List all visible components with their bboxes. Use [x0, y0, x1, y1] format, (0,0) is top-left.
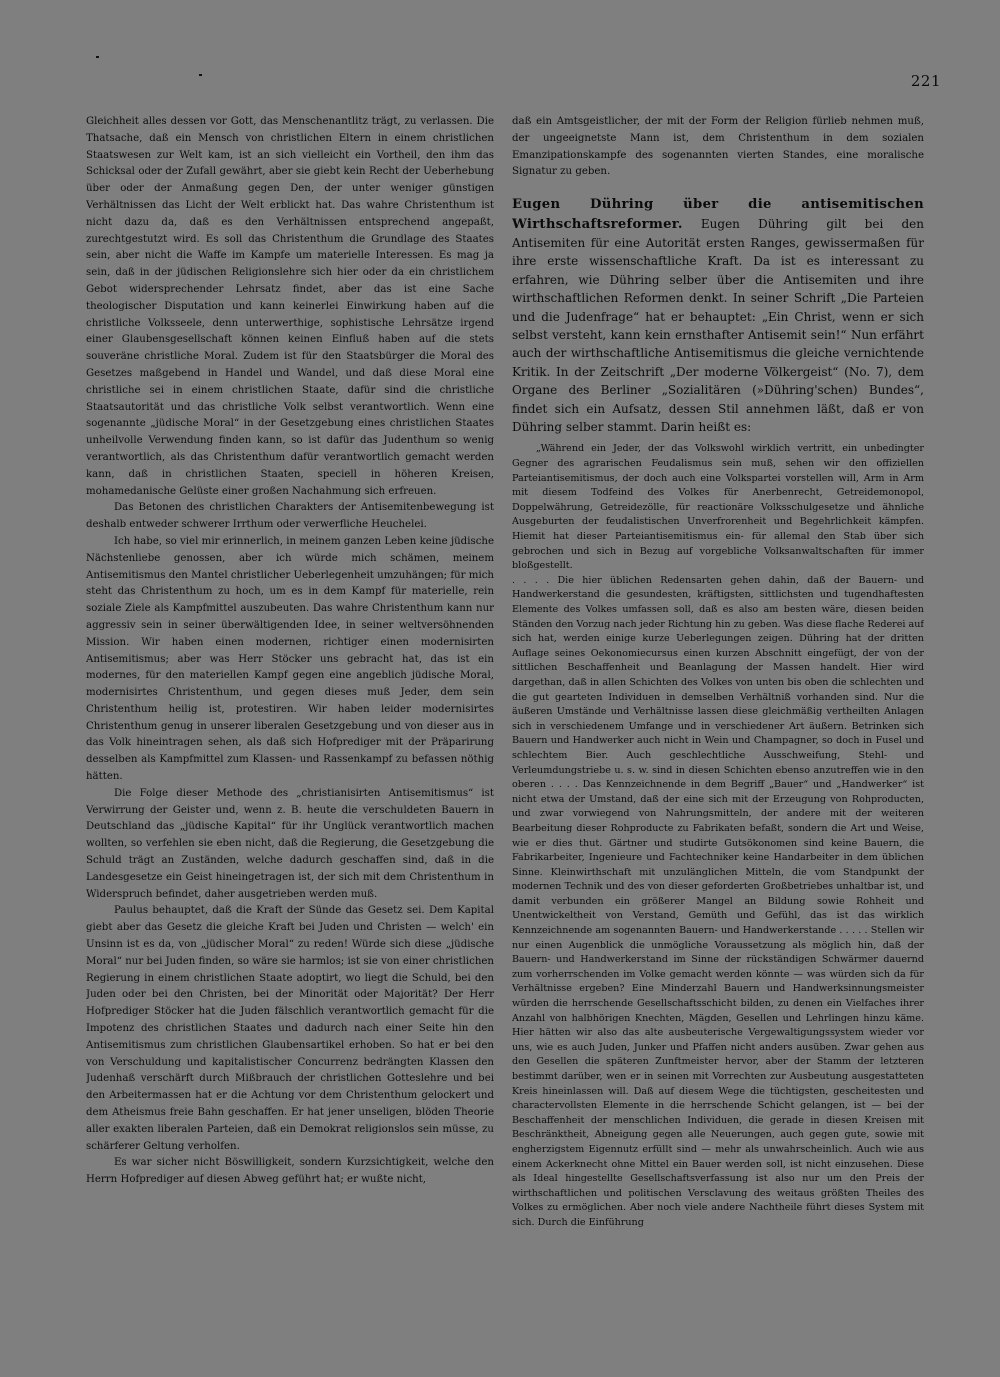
left-paragraph-6: Es war sicher nicht Böswilligkeit, sondern Kurzsichtigkeit, welche den Herrn Hofprediger auf diesen Abweg geführt hat; er wußte nicht,	[86, 1157, 494, 1186]
right-paragraph-1: daß ein Amtsgeistlicher, der mit der Form der Religion fürlieb nehmen muß, der ungeeignetste Mann ist, dem Christenthum in dem sozialen Emanzipationskampfe des sogenannten vierten Standes, eine moralische Signatur zu geben.	[512, 116, 924, 178]
scan-speck	[199, 74, 202, 76]
article-body	[512, 195, 924, 436]
left-column	[86, 114, 494, 1294]
left-paragraph-2: Das Betonen des christlichen Charakters der Antisemitenbewegung ist deshalb entweder schwerer Irrthum oder verwerfliche Heuchelei.	[86, 502, 494, 531]
page-number: 221	[910, 72, 941, 90]
scan-speck	[96, 56, 99, 58]
article-heading: Eugen Dühring über die antisemitischen Wirthschaftsreformer.	[512, 197, 924, 232]
left-paragraph-3: Ich habe, so viel mir erinnerlich, in meinem ganzen Leben keine jüdische Nächstenliebe genossen, aber ich würde mich schämen, meinem Antisemitismus den Mantel christlicher Ueberlegenheit umzuhängen; für mich steht das Christenthum zu hoch, um es in dem Kampf für materielle, rein soziale Ziele als Kampfmittel auszubeuten. Das wahre Christenthum kann nur aggressiv sein in seiner überwältigenden Idee, in seiner weltversöhnenden Mission. Wir haben einen modernen, richtiger einen modernisirten Antisemitismus; aber was Herr Stöcker uns gebracht hat, das ist ein modernes, für den materiellen Kampf gegen eine angeblich jüdische Moral, modernisirtes Christenthum, und gegen dieses muß Jeder, dem sein Christenthum heilig ist, protestiren. Wir haben leider modernisirtes Christenthum genug in unserer liberalen Gesetzgebung und von dieser aus in das Volk hineintragen sehen, als daß sich Hofprediger mit der Präparirung desselben als Kampfmittel zum Klassen- und Rassenkampf zu befassen nöthig hätten.	[86, 535, 494, 783]
quote-paragraph-2: . . . . Die hier üblichen Redensarten gehen dahin, daß der Bauern- und Handwerkerstand die gesundesten, kräftigsten, sittlichsten und tugendhaftesten Elemente des Volkes umfassen soll, daß es also am besten wäre, diesen beiden Ständen den Vorzug nach jeder Richtung hin zu geben. Was diese flache Rederei auf sich hat, werden einige kurze Ueberlegungen zeigen. Dühring hat der dritten Auflage seines Oekonomiecursus einen kurzen Abschnitt eingefügt, der von der sittlichen Beschaffenheit und Beanlagung der Massen handelt. Hier wird dargethan, daß in allen Schichten des Volkes von unten bis oben die schlechten und die gut gearteten Individuen in demselben Verhältniß vorhanden sind. Nur die äußeren Umstände und Verhältnisse lassen diese gleichmäßig vertheilten Anlagen sich in verschiedenem Umfange und in verschiedener Art äußern. Betrinken sich Bauern und Handwerker auch nicht in Wein und Champagner, so doch in Fusel und schlechtem Bier. Auch geschlechtliche Ausschweifung, Stehl- und Verleumdungstriebe u. s. w. sind in diesen Schichten ebenso anzutreffen wie in den oberen . . . . Das Kennzeichnende in dem Begriff „Bauer“ und „Handwerker“ ist nicht etwa der Umstand, daß der eine sich mit der Erzeugung von Rohproducten, und zwar vorwiegend von Nahrungsmitteln, der andere mit der weiteren Bearbeitung dieser Rohproducte zu Fabrikaten befaßt, sondern die Art und Weise, wie er dies thut. Gärtner und studirte Gutsökonomen sind keine Bauern, die Fabrikarbeiter, Ingenieure und Fachtechniker keine Handarbeiter in dem üblichen Sinne. Kleinwirthschaft mit unzulänglichen Mitteln, die vom Standpunkt der modernen Technik und des von dieser geforderten Großbetriebes unhaltbar ist, und damit verbunden ein größerer Mangel an Bildung sowie Rohheit und Unentwickeltheit von Verstand, Gemüth und Gefühl, das ist das wirklich Kennzeichnende am sogenannten Bauern- und Handwerkerstande . . . . . Stellen wir nur einen Augenblick die unmögliche Voraussetzung als möglich hin, daß der Bauern- und Handwerkerstand im Sinne der rückständigen Schwärmer dauernd zum vorherrschenden im Volke gemacht werden könnte — was würden sich da für Verhältnisse ergeben? Eine Minderzahl Bauern und Handwerksinnungsmeister würden die herrschende Gesellschaftsschicht bilden, zu denen ein Vielfaches ihrer Anzahl von halbhörigen Knechten, Mägden, Gesellen und Lehrlingen hinzu käme. Hier hätten wir also das alte ausbeuterische Vergewaltigungssystem wieder vor uns, wie es auch Juden, Junker und Pfaffen nicht anders ausüben. Zwar gehen aus den Gesellen die späteren Zunftmeister hervor, aber der Stamm der letzteren bestimmt darüber, wen er in seinen mit Vorrechten zur Ausbeutung ausgestatteten Kreis hineinlassen will. Daß auf diesem Wege die tüchtigsten, gescheitesten und charactervollsten Elemente in die herrschende Schicht gelangen, ist — bei der Beschaffenheit der menschlichen Individuen, die gerade in diesen Kreisen mit Beschränktheit, Abneigung gegen alle Neuerungen, auch gegen gute, sowie mit engherzigstem Eigennutz erfüllt sind — mehr als unwahrscheinlich. Auch wie aus einem Ackerknecht ohne Mittel ein Bauer werden soll, ist nicht einzusehen. Diese als Ideal hingestellte Gesellschaftsverfassung ist also nur um den Preis der wirthschaftlichen und politischen Versclavung des weitaus größten Theiles des Volkes zu ermöglichen. Aber noch viele andere Nachtheile führt dieses System mit sich. Durch die Einführung	[512, 574, 924, 1228]
right-column	[512, 114, 924, 1314]
left-paragraph-1: Gleichheit alles dessen vor Gott, das Menschenantlitz trägt, zu verlassen. Die Thatsache, daß ein Mensch von christlichen Eltern in einem christlichen Staatswesen zur Welt kam, ist an sich vielleicht ein Vortheil, den ihm das Schicksal oder der Zufall gewährt, aber sie giebt kein Recht der Ueberhebung über oder der Anmaßung gegen Den, der unter weniger günstigen Verhältnissen das Licht der Welt erblickt hat. Das wahre Christenthum ist nicht dazu da, daß es den Verhältnissen entsprechend angepaßt, zurechtgestutzt wird. Es soll das Christenthum die Grundlage des Staates sein, aber nicht die Waffe im Kampfe um materielle Interessen. Es mag ja sein, daß in der jüdischen Religionslehre sich hier oder da ein christlichem Gebot widersprechender Lehrsatz findet, aber das ist eine Sache theologischer Disputation und kann keinerlei Einwirkung haben auf die christliche Volksseele, denn unterwerthige, sophistische Lehrsätze irgend einer Glaubensgesellschaft können keinen Einfluß haben auf die stets souveräne christliche Moral. Zudem ist für den Staatsbürger die Moral des Gesetzes maßgebend in Handel und Wandel, und daß diese Moral eine christliche sei in einem christlichen Staate, dafür sind die christliche Staatsautorität und das christliche Volk selbst verantwortlich. Wenn eine sogenannte „jüdische Moral“ in der Gesetzgebung eines christlichen Staates unheilvolle Verwendung finden kann, so ist dafür das Judenthum so wenig verantwortlich, als das Christenthum dafür verantwortlich gemacht werden kann, daß in christlichen Staaten, speciell in höheren Kreisen, mohamedanische Gelüste einer großen Nachahmung sich erfreuen.	[86, 116, 494, 497]
article-intro: Eugen Dühring gilt bei den Antisemiten für eine Autorität ersten Ranges, gewissermaßen für ihre erste wissenschaftliche Kraft. Da ist es interessant zu erfahren, wie Dühring selber über die Antisemiten und ihre wirthschaftlichen Reformen denkt. In seiner Schrift „Die Parteien und die Judenfrage“ hat er behauptet: „Ein Christ, wenn er sich selbst versteht, kann kein ernsthafter Antisemit sein!“ Nun erfährt auch der wirthschaftliche Antisemitismus die gleiche vernichtende Kritik. In der Zeitschrift „Der moderne Völkergeist“ (No. 7), dem Organe des Berliner „Sozialitären (»Dühring'schen) Bundes“, findet sich ein Aufsatz, dessen Stil annehmen läßt, daß er von Dühring selber stammt. Darin heißt es:	[512, 216, 924, 435]
left-paragraph-4: Die Folge dieser Methode des „christianisirten Antisemitismus“ ist Verwirrung der Geister und, wenn z. B. heute die verschuldeten Bauern in Deutschland das „jüdische Kapital“ für ihr Unglück verantwortlich machen wollten, so verfehlen sie eben nicht, daß die Regierung, die Gesetzgebung die Schuld trägt an Zuständen, welche dadurch geschaffen sind, daß in die Landesgesetze ein Geist hineingetragen ist, der sich mit dem Christenthum in Widerspruch befindet, daher ausgetrieben werden muß.	[86, 787, 494, 900]
quote-paragraph-1: „Während ein Jeder, der das Volkswohl wirklich vertritt, ein unbedingter Gegner des agrarischen Feudalismus sein muß, sehen wir den offiziellen Parteiantisemitismus, der doch auch eine Volkspartei vorstellen will, Arm in Arm mit diesem Todfeind des Volkes für Anerbenrecht, Getreidemonopol, Doppelwährung, Getreidezölle, für reactionäre Volksschulgesetze und ähnliche Ausgeburten der feudalistischen Unverfrorenheit und Begehrlichkeit kämpfen. Hiemit hat dieser Parteiantisemitismus ein- für allemal den Stab über sich gebrochen und sich in Bezug auf vorgebliche Volksanwaltschaften für immer bloßgestellt.	[512, 443, 924, 572]
left-paragraph-5: Paulus behauptet, daß die Kraft der Sünde das Gesetz sei. Dem Kapital giebt aber das Gesetz die gleiche Kraft bei Juden und Christen — welch' ein Unsinn ist es da, von „jüdischer Moral“ zu reden! Würde sich diese „jüdische Moral“ nur bei Juden finden, so wäre sie harmlos; ist sie von einer christlichen Regierung in einem christlichen Staate adoptirt, wo liegt die Schuld, bei den Juden oder bei den Christen, bei der Minorität oder Majorität? Der Herr Hofprediger Stöcker hat die Juden fälschlich verantwortlich gemacht für die Impotenz des christlichen Staates und dadurch nach einer Seite hin den Antisemitismus zum christlichen Glaubensartikel erhoben. So hat er bei den von Verschuldung und kapitalistischer Concurrenz bedrängten Klassen den Judenhaß verschärft durch Mißbrauch der christlichen Gotteslehre und bei den Arbeitermassen hat er die Achtung vor dem Christenthum gelockert und dem Atheismus freie Bahn geschaffen. Er hat jener unseligen, blöden Theorie aller exakten liberalen Parteien, daß ein Demokrat religionslos sein müsse, zu schärferer Geltung verholfen.	[86, 905, 494, 1152]
